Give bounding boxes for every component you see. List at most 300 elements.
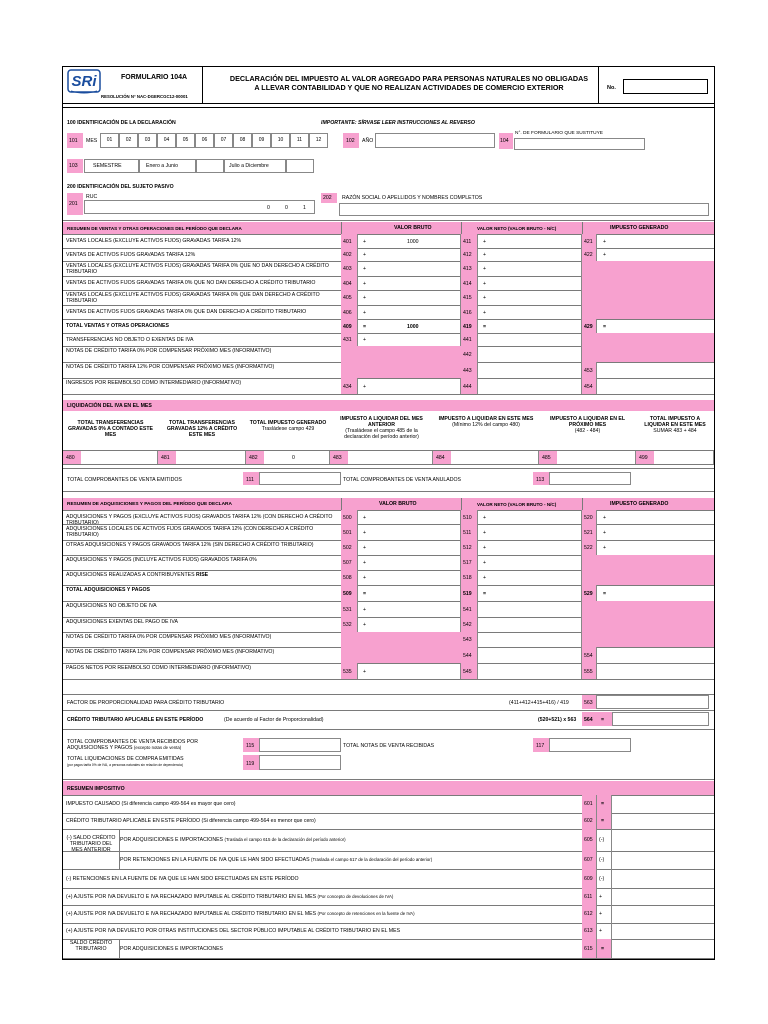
code-label: 442: [463, 351, 472, 358]
blocked-cell: [341, 632, 461, 647]
sign-label: +: [363, 575, 367, 581]
sign-label: +: [363, 560, 367, 566]
code-label: 607: [584, 857, 593, 863]
saldo-anterior-label: (-) SALDO CRÉDITO TRIBUTARIO DEL MES ANTERIOR: [66, 835, 116, 853]
sign-label: +: [603, 514, 607, 521]
value-field[interactable]: [477, 663, 582, 679]
value-field[interactable]: [596, 524, 709, 540]
resumen-value-field[interactable]: [612, 869, 709, 888]
value-field[interactable]: [596, 378, 709, 394]
row-label: NOTAS DE CRÉDITO TARIFA 12% POR COMPENSAR PRÓXIMO MES (INFORMATIVO): [66, 364, 275, 370]
sign-label: (-): [599, 837, 605, 843]
sign-label: +: [603, 545, 607, 551]
row-label: VENTAS DE ACTIVOS FIJOS GRAVADAS TARIFA 0% QUE NO DAN DERECHO A CRÉDITO TRIBUTARIO: [66, 280, 316, 286]
value-field[interactable]: [477, 346, 582, 362]
resumen-label: (-) RETENCIONES EN LA FUENTE DE IVA QUE LE HAN SIDO EFECTUADAS EN ESTE PERÍODO: [66, 875, 299, 882]
row-label: ADQUISICIONES REALIZADAS A CONTRIBUYENTES RISE: [66, 572, 209, 578]
sign-label: +: [483, 529, 487, 536]
value-field[interactable]: [357, 585, 461, 601]
value-field[interactable]: [477, 510, 582, 524]
code-label: 521: [584, 529, 593, 536]
value-field[interactable]: [477, 319, 582, 333]
code-label: 444: [463, 383, 472, 390]
sign-label: =: [483, 323, 487, 330]
sign-label: +: [363, 238, 367, 245]
sign-label: +: [363, 383, 367, 390]
tax-form: SRi FORMULARIO 104A RESOLUCIÓN N° NAC-DGERCGC12-00001 DECLARACIÓN DEL IMPUESTO AL VALOR AGREGADO PARA PERSONAS NATURALES NO OBLIGADAS A LLEVAR CONTABILIDAD Y QUE NO REALIZAN ACTIVIDADES DE COMERCIO EXTERIOR No. 100 IDENTIFICACIÓN DE LA DECLARACIÓN IMPORTANTE: SÍRVASE LEER INSTRUCCIONES AL REVERSO 101 MES 01 02 03 04 05 06 07 08 09 10 11 12 102 AÑO 104 N°. DE FORMULARIO QUE SUSTITUYE 103 SEMESTRE Enero a Junio Julio a Diciembre 200 IDENTIFICACIÓN DEL SUJETO PASIVO 201 RUC 0 0 1 202 RAZÓN SOCIAL O APELLIDOS Y NOMBRES COMPLETOS RESUMEN DE VENTAS Y OTRAS OPERACIONES DEL PERÍODO QUE DECLARA VALOR BRUTO VALOR NETO (VALOR BRUTO - N/C) IMPUESTO GENERADO LIQUIDACIÓN DEL IVA EN EL MES TOTAL COMPROBANTES DE VENTA EMITIDOS 111 TOTAL COMPROBANTES DE VENTA ANULADOS 113 RESUMEN DE ADQUISICIONES Y PAGOS DEL PERÍODO QUE DECLARA VALOR BRUTO VALOR NETO (VALOR BRUTO - N/C) IMPUESTO GENERADO FACTOR DE PROPORCIONALIDAD PARA CRÉDITO TRIBUTARIO (411+412+415+416) / 419 563 CRÉDITO TRIBUTARIO APLICABLE EN ESTE PERÍODO (De acuerdo al Factor de Proporcionalidad) (520+521) x 563 564 = TOTAL COMPROBANTES DE VENTA RECIBIDOS POR ADQUISICIONES Y PAGOS (excepto notas de venta) 115 TOTAL NOTAS DE VENTA RECIBIDAS 117 TOTAL LIQUIDACIONES DE COMPRA EMITIDAS (por pagos tarifa 0% de IVA, a personas naturales sin relación de dependencia) 119 RESUMEN IMPOSITIVO VENTAS LOCALES (EXCLUYE ACTIVOS FIJOS) GRAVADAS TARIFA 12% 401 + 1000 411 + 421 + VENTAS DE ACTIVOS FIJOS GRAVADAS TARIFA 12% 402 + 412 + 422 + VENTAS LOCALES (EXCLUYE ACTIVOS FIJOS) GRAVADAS TARIFA 0% QUE NO DAN DERECHO A CRÉDITO TRIBUTARIO 403 + 413 + VENTAS DE ACTIVOS FIJOS GRAVADAS TARIFA 0% QUE NO DAN DERECHO A CRÉDITO TRIBUTARIO 404 + 414 + VENTAS LOCALES (EXCLUYE ACTIVOS FIJOS) GRAVADAS TARIFA 0% QUE DAN DERECHO A CRÉDITO TRIBUTARIO 405 + 415 + VENTAS DE ACTIVOS FIJOS GRAVADAS TARIFA 0% QUE DAN DERECHO A CRÉDITO TRIBUTARIO 406 + 416 + TOTAL VENTAS Y OTRAS OPERACIONES 409 = 1000 419 = 429 = TRANSFERENCIAS NO OBJETO O EXENTAS DE IVA 431 + 441 NOTAS DE CRÉDITO TARIFA 0% POR COMPENSAR PRÓXIMO MES (INFORMATIVO) 442 NOTAS DE CRÉDITO TARIFA 12% POR COMPENSAR PRÓXIMO MES (INFORMATIVO) 443 453 INGRESOS POR REEMBOLSO COMO INTERMEDIARIO (INFORMATIVO) 434 + 444 454 ADQUISICIONES Y PAGOS (EXCLUYE ACTIVOS FIJOS) GRAVADOS TARIFA 12% (CON DERECHO A CRÉDITO TRIBUTARIO) 500 + 510 + 520 + ADQUISICIONES LOCALES DE ACTIVOS FIJOS GRAVADOS TARIFA 12% (CON DERECHO A CRÉDITO TRIBUTARIO) 501 + 511 + 521 + OTRAS ADQUISICIONES Y PAGOS GRAVADOS TARIFA 12% (SIN DERECHO A CRÉDITO TRIBUTARIO) 502 + 512 + 522 + ADQUISICIONES Y PAGOS (INCLUYE ACTIVOS FIJOS) GRAVADOS TARIFA 0% 507 + 517 + ADQUISICIONES REALIZADAS A CONTRIBUYENTES RISE 508 + 518 + TOTAL ADQUISICIONES Y PAGOS 509 = 519 = 529 = ADQUISICIONES NO OBJETO DE IVA 531 + 541 ADQUISICIONES EXENTAS DEL PAGO DE IVA 532 + 542 NOTAS DE CRÉDITO TARIFA 0% POR COMPENSAR PRÓXIMO MES (INFORMATIVO) 543 NOTAS DE CRÉDITO TARIFA 12% POR COMPENSAR PRÓXIMO MES (INFORMATIVO) 544 554 PAGOS NETOS POR REEMBOLSO COMO INTERMEDIARIO (INFORMATIVO) 535 + 545 555 TOTAL TRANSFERENCIAS GRAVADAS 0% A CONTADO ESTE MES 480 TOTAL TRANSFERENCIAS GRAVADAS 12% A CRÉDITO ESTE MES 481 TOTAL IMPUESTO GENERADO Trasládese campo 429 482 0 IMPUESTO A LIQUIDAR DEL MES ANTERIOR (Trasládese el campo 485 de la declaración del período anterior) 483 IMPUESTO A LIQUIDAR EN ESTE MES (Mínimo 12% del campo 480) 484 IMPUESTO A LIQUIDAR EN EL PRÓXIMO MES (482 - 484) 485 TOTAL IMPUESTO A LIQUIDAR EN ESTE MES SUMAR 483 + 484 499 IMPUESTO CAUSADO (Si diferencia campo 499-564 es mayor que cero) 601 = CRÉDITO TRIBUTARIO APLICABLE EN ESTE PERÍODO (Si diferencia campo 499-564 es menor que cero) 602 = POR ADQUISICIONES E IMPORTACIONES (Traslada el campo 615 de la declaración del período anterior) 605 (-) POR RETENCIONES EN LA FUENTE DE IVA QUE LE HAN SIDO EFECTUADAS (Traslada el campo 617 de la declaración del período anterior) 607 (-) (-) RETENCIONES EN LA FUENTE DE IVA QUE LE HAN SIDO EFECTUADAS EN ESTE PERÍODO 609 (-) (+) AJUSTE POR IVA DEVUELTO E IVA RECHAZADO IMPUTABLE AL CRÉDITO TRIBUTARIO EN EL MES (Por concepto de devoluciones de IVA) 611 + (+) AJUSTE POR IVA DEVUELTO E IVA RECHAZADO IMPUTABLE AL CRÉDITO TRIBUTARIO EN EL MES (Por concepto de retenciones en la fuente de IVA) 612 + (+) AJUSTE POR IVA DEVUELTO POR OTRAS INSTITUCIONES DEL SECTOR PÚBLICO IMPUTABLE AL CRÉDITO TRIBUTARIO EN EL MES 613 + POR ADQUISICIONES E IMPORTACIONES 615 = (-) SALDO CRÉDITO TRIBUTARIO DEL MES ANTERIOR SALDO CRÉDITO TRIBUTARIO: [62, 66, 715, 960]
anulados-field[interactable]: [549, 472, 631, 485]
emitidos-field[interactable]: [259, 472, 341, 485]
resumen-label: POR RETENCIONES EN LA FUENTE DE IVA QUE LE HAN SIDO EFECTUADAS (Traslada el campo 617 de la declaración del período anterior): [120, 857, 433, 863]
row-label: VENTAS LOCALES (EXCLUYE ACTIVOS FIJOS) GRAVADAS TARIFA 12%: [66, 238, 242, 244]
blocked-cell: [582, 346, 714, 362]
sign-label: =: [603, 590, 607, 597]
code-label: 453: [584, 367, 593, 374]
compras-title: RESUMEN DE ADQUISICIONES Y PAGOS DEL PERÍODO QUE DECLARA: [67, 502, 232, 507]
blocked-cell: [582, 333, 714, 346]
liq-value-field[interactable]: [264, 450, 330, 464]
value-field[interactable]: [477, 601, 582, 617]
section-200-title: 200 IDENTIFICACIÓN DEL SUJETO PASIVO: [67, 184, 174, 190]
blocked-cell: [341, 647, 461, 663]
month-cell[interactable]: 10: [271, 133, 290, 148]
value-field[interactable]: [357, 510, 461, 524]
code-label: 413: [463, 266, 472, 272]
value-field[interactable]: [357, 261, 461, 276]
divider: [119, 939, 120, 959]
value-field[interactable]: [477, 585, 582, 601]
resumen-value-field[interactable]: [612, 905, 709, 923]
code-label: 406: [343, 309, 352, 316]
sign-label: +: [363, 295, 367, 301]
value-field[interactable]: [477, 524, 582, 540]
code-label: 531: [343, 606, 352, 613]
section-100-title: 100 IDENTIFICACIÓN DE LA DECLARACIÓN: [67, 120, 176, 126]
value-field[interactable]: [357, 248, 461, 261]
sign-label: =: [603, 323, 607, 330]
month-cell[interactable]: 03: [138, 133, 157, 148]
value-field[interactable]: [477, 570, 582, 585]
code-label: 422: [584, 252, 593, 258]
value-field[interactable]: [477, 378, 582, 394]
code-label: 509: [343, 590, 352, 597]
code-label: 499: [639, 455, 648, 461]
code-label: 535: [343, 668, 352, 675]
sign-label: =: [601, 801, 605, 807]
resolution: RESOLUCIÓN N° NAC-DGERCGC12-00001: [101, 94, 188, 99]
code-label: 443: [463, 367, 472, 374]
code-label: 544: [463, 652, 472, 659]
sign-label: +: [483, 309, 487, 316]
code-label: 613: [584, 928, 593, 934]
sign-label: +: [363, 337, 367, 343]
blocked-cell: [582, 555, 714, 570]
month-cell[interactable]: 11: [290, 133, 309, 148]
liq-col-header: TOTAL TRANSFERENCIAS GRAVADAS 12% A CRÉDITO ESTE MES: [166, 420, 238, 438]
resumen-value-field[interactable]: [612, 851, 709, 869]
code-label: 409: [343, 323, 352, 330]
sustituye-label: N°. DE FORMULARIO QUE SUSTITUYE: [515, 131, 604, 136]
code-label: 484: [436, 455, 445, 461]
code-label: 419: [463, 323, 472, 330]
form-title: DECLARACIÓN DEL IMPUESTO AL VALOR AGREGADO PARA PERSONAS NATURALES NO OBLIGADAS A LLEVAR CONTABILIDAD Y QUE NO REALIZAN ACTIVIDADES DE COMERCIO EXTERIOR: [229, 74, 589, 92]
form-no-field[interactable]: [623, 79, 708, 94]
code-label: 507: [343, 560, 352, 566]
row-line: [63, 958, 714, 959]
value-field[interactable]: [596, 248, 709, 261]
liq-col-header: IMPUESTO A LIQUIDAR EN EL PRÓXIMO MES (482 - 484): [549, 416, 626, 434]
value-field[interactable]: [357, 570, 461, 585]
code-label: 511: [463, 529, 472, 536]
code-label: 502: [343, 545, 352, 551]
month-cell[interactable]: 12: [309, 133, 328, 148]
sign-label: +: [363, 622, 367, 628]
sign-label: +: [603, 252, 607, 258]
code-label: 421: [584, 238, 593, 245]
liq-col-header: TOTAL IMPUESTO GENERADO Trasládese campo 429: [249, 420, 327, 432]
liq-value-field[interactable]: [348, 450, 433, 464]
value-field[interactable]: [357, 524, 461, 540]
sign-label: +: [363, 280, 367, 287]
sign-label: +: [483, 514, 487, 521]
blocked-cell: [582, 570, 714, 585]
code-label: 454: [584, 383, 593, 390]
row-label: INGRESOS POR REEMBOLSO COMO INTERMEDIARIO (INFORMATIVO): [66, 380, 242, 386]
value-field[interactable]: [477, 632, 582, 647]
sign-label: +: [483, 280, 487, 287]
recibidos-field[interactable]: [259, 738, 341, 752]
resumen-value-field[interactable]: [612, 923, 709, 939]
factor-field[interactable]: [596, 695, 709, 709]
row-label: OTRAS ADQUISICIONES Y PAGOS GRAVADOS TARIFA 12% (SIN DERECHO A CRÉDITO TRIBUTARIO): [66, 542, 314, 548]
value-field[interactable]: [596, 319, 709, 333]
value-field[interactable]: [357, 290, 461, 305]
value-field[interactable]: [477, 261, 582, 276]
sign-label: +: [603, 529, 607, 536]
code-label: 412: [463, 252, 472, 258]
credito-field[interactable]: [612, 712, 709, 726]
code-label: 481: [161, 455, 170, 461]
month-cell[interactable]: 07: [214, 133, 233, 148]
code-label: 434: [343, 383, 352, 390]
sign-label: +: [363, 252, 367, 258]
value-field[interactable]: [357, 333, 461, 346]
sign-label: +: [483, 266, 487, 272]
row-label: VENTAS DE ACTIVOS FIJOS GRAVADAS TARIFA 0% QUE DAN DERECHO A CRÉDITO TRIBUTARIO: [66, 309, 307, 315]
value-field[interactable]: [357, 276, 461, 290]
code-label: 415: [463, 295, 472, 301]
liq-value: 0: [292, 455, 295, 461]
value-field[interactable]: [596, 647, 709, 663]
code-label: 543: [463, 637, 472, 643]
sri-logo: [67, 69, 101, 95]
liq-col-header: IMPUESTO A LIQUIDAR EN ESTE MES (Mínimo 12% del campo 480): [438, 416, 534, 428]
liq-col-header: TOTAL IMPUESTO A LIQUIDAR EN ESTE MES SUMAR 483 + 484: [644, 416, 706, 434]
value-field[interactable]: [477, 617, 582, 632]
anulados-label: TOTAL COMPROBANTES DE VENTA ANULADOS: [343, 477, 461, 483]
row-label: ADQUISICIONES EXENTAS DEL PAGO DE IVA: [66, 619, 178, 625]
code-label: 512: [463, 545, 472, 551]
sign-label: +: [363, 266, 367, 272]
value-field[interactable]: [477, 234, 582, 248]
sign-label: +: [483, 560, 487, 566]
row-line: [63, 464, 714, 465]
liq-value-field[interactable]: [176, 450, 246, 464]
sign-label: +: [363, 545, 367, 551]
code-label: 612: [584, 911, 593, 917]
value-field[interactable]: [357, 617, 461, 632]
month-cell[interactable]: 02: [119, 133, 138, 148]
sign-label: =: [363, 590, 367, 597]
month-cell[interactable]: 09: [252, 133, 271, 148]
value-field[interactable]: [357, 601, 461, 617]
no-label: No.: [607, 85, 616, 91]
value-field[interactable]: [357, 540, 461, 555]
row-label: NOTAS DE CRÉDITO TARIFA 0% POR COMPENSAR PRÓXIMO MES (INFORMATIVO): [66, 634, 272, 640]
row-label: ADQUISICIONES Y PAGOS (INCLUYE ACTIVOS FIJOS) GRAVADOS TARIFA 0%: [66, 557, 257, 563]
code-label: 601: [584, 801, 593, 807]
sustituye-field[interactable]: [514, 138, 645, 150]
code-label: 532: [343, 622, 352, 628]
blocked-cell: [582, 305, 714, 319]
sign-label: +: [363, 606, 367, 613]
ruc-field[interactable]: [84, 200, 315, 214]
sri-logo-icon: [67, 69, 101, 95]
value-field[interactable]: [596, 663, 709, 679]
resumen-label: CRÉDITO TRIBUTARIO APLICABLE EN ESTE PERÍODO (Si diferencia campo 499-564 es menor que cero): [66, 818, 316, 824]
row-line: [63, 450, 714, 451]
svg-text:SRi: SRi: [71, 73, 97, 90]
code-label: 403: [343, 266, 352, 272]
notas-field[interactable]: [549, 738, 631, 752]
resumen-label: POR ADQUISICIONES E IMPORTACIONES: [120, 946, 223, 952]
sign-label: +: [603, 238, 607, 245]
value-field[interactable]: [477, 290, 582, 305]
sign-label: +: [483, 252, 487, 258]
sign-label: +: [363, 668, 367, 675]
liq-col-header: TOTAL TRANSFERENCIAS GRAVADAS 0% A CONTADO ESTE MES: [68, 420, 153, 438]
month-row: [100, 133, 322, 148]
resumen-label: (+) AJUSTE POR IVA DEVUELTO POR OTRAS INSTITUCIONES DEL SECTOR PÚBLICO IMPUTABLE AL CRÉDITO TRIBUTARIO EN EL MES: [66, 928, 401, 934]
important-note: IMPORTANTE: SÍRVASE LEER INSTRUCCIONES AL REVERSO: [321, 120, 475, 126]
resumen-value-field[interactable]: [612, 813, 709, 829]
sign-label: +: [483, 238, 487, 245]
code-label: 508: [343, 575, 352, 581]
row-label: VENTAS LOCALES (EXCLUYE ACTIVOS FIJOS) GRAVADAS TARIFA 0% QUE NO DAN DERECHO A CRÉDITO TRIBUTARIO: [66, 263, 329, 275]
sign-label: +: [483, 295, 487, 301]
anio-field[interactable]: [375, 133, 495, 148]
resumen-label: POR ADQUISICIONES E IMPORTACIONES (Traslada el campo 615 de la declaración del período anterior): [120, 837, 346, 843]
saldo-credito-label: SALDO CRÉDITO TRIBUTARIO: [69, 940, 113, 952]
liq-title: LIQUIDACIÓN DEL IVA EN EL MES: [67, 403, 152, 409]
credito-formula: (520+521) x 563: [538, 717, 577, 723]
blocked-cell: [341, 346, 461, 362]
sign-label: =: [601, 946, 605, 952]
notas-label: TOTAL NOTAS DE VENTA RECIBIDAS: [343, 743, 435, 749]
value-field[interactable]: [477, 333, 582, 346]
row-label: TOTAL VENTAS Y OTRAS OPERACIONES: [66, 323, 169, 329]
code-label: 485: [542, 455, 551, 461]
factor-label: FACTOR DE PROPORCIONALIDAD PARA CRÉDITO TRIBUTARIO: [67, 700, 225, 706]
sign-label: +: [599, 911, 603, 917]
sign-label: +: [363, 514, 367, 521]
code-label: 483: [333, 455, 342, 461]
value-field[interactable]: [596, 362, 709, 378]
blocked-cell: [582, 632, 714, 647]
row-label: PAGOS NETOS POR REEMBOLSO COMO INTERMEDIARIO (INFORMATIVO): [66, 665, 252, 671]
month-cell[interactable]: 01: [100, 133, 119, 148]
code-label: 545: [463, 668, 472, 675]
code-label: 404: [343, 280, 352, 287]
resumen-value-field[interactable]: [612, 939, 709, 959]
code-label: 611: [584, 893, 593, 900]
blocked-cell: [582, 261, 714, 276]
ventas-title: RESUMEN DE VENTAS Y OTRAS OPERACIONES DEL PERÍODO QUE DECLARA: [67, 226, 242, 231]
code-label: 520: [584, 514, 593, 521]
code-label: 405: [343, 295, 352, 301]
sign-label: +: [599, 893, 603, 900]
value-field[interactable]: [477, 540, 582, 555]
resumen-title: RESUMEN IMPOSITIVO: [67, 786, 125, 792]
value-field[interactable]: [477, 555, 582, 570]
row-label: NOTAS DE CRÉDITO TARIFA 0% POR COMPENSAR PRÓXIMO MES (INFORMATIVO): [66, 348, 272, 354]
liq-col-header: IMPUESTO A LIQUIDAR DEL MES ANTERIOR (Trasládese el campo 485 de la declaración del período anterior): [340, 416, 423, 440]
month-cell[interactable]: 04: [157, 133, 176, 148]
value-field[interactable]: [477, 362, 582, 378]
recibidos-label: TOTAL COMPROBANTES DE VENTA RECIBIDOS POR ADQUISICIONES Y PAGOS (excepto notas de venta): [67, 739, 198, 751]
sign-label: (-): [599, 857, 605, 863]
month-cell[interactable]: 05: [176, 133, 195, 148]
value-field[interactable]: [477, 276, 582, 290]
ruc-label: RUC: [86, 194, 98, 200]
value-field[interactable]: [477, 248, 582, 261]
factor-formula: (411+412+415+416) / 419: [509, 700, 569, 706]
value-field[interactable]: [357, 663, 461, 679]
code-label: 510: [463, 514, 472, 521]
form-number: FORMULARIO 104A: [121, 74, 188, 81]
code-label: 429: [584, 323, 593, 330]
sign-label: =: [601, 818, 605, 824]
row-line: [63, 679, 714, 680]
mes-label: MES: [86, 138, 98, 144]
resumen-label: IMPUESTO CAUSADO (Si diferencia campo 499-564 es mayor que cero): [66, 801, 236, 807]
month-cell[interactable]: 06: [195, 133, 214, 148]
value-field[interactable]: [357, 555, 461, 570]
resumen-value-field[interactable]: [612, 888, 709, 905]
row-label: TRANSFERENCIAS NO OBJETO O EXENTAS DE IVA: [66, 336, 194, 343]
row-label: VENTAS DE ACTIVOS FIJOS GRAVADAS TARIFA 12%: [66, 251, 196, 258]
code-label: 555: [584, 668, 593, 675]
code-label: 414: [463, 280, 472, 287]
credito-label: CRÉDITO TRIBUTARIO APLICABLE EN ESTE PERÍODO: [67, 717, 204, 723]
code-label: 605: [584, 837, 593, 843]
sign-label: (-): [599, 875, 605, 882]
row-label: ADQUISICIONES Y PAGOS (EXCLUYE ACTIVOS FIJOS) GRAVADOS TARIFA 12% (CON DERECHO A CRÉDITO TRIBUTARIO): [66, 514, 333, 526]
code-label: 519: [463, 590, 472, 597]
value-text: 1000: [407, 323, 419, 330]
row-label: ADQUISICIONES LOCALES DE ACTIVOS FIJOS GRAVADOS TARIFA 12% (CON DERECHO A CRÉDITO TRIBUTARIO): [66, 526, 314, 538]
blocked-cell: [582, 617, 714, 632]
anio-label: AÑO: [362, 138, 374, 144]
value-field[interactable]: [357, 378, 461, 394]
sign-label: +: [483, 545, 487, 551]
code-label: 416: [463, 309, 472, 316]
resumen-label: (+) AJUSTE POR IVA DEVUELTO E IVA RECHAZADO IMPUTABLE AL CRÉDITO TRIBUTARIO EN EL MES (Por concepto de devoluciones de IVA): [66, 893, 394, 900]
blocked-cell: [582, 276, 714, 290]
resumen-header-bar: [63, 781, 714, 795]
code-label: 522: [584, 545, 593, 551]
sign-label: +: [599, 928, 603, 934]
sign-label: +: [483, 575, 487, 581]
code-label: 411: [463, 238, 472, 245]
value-text: 1000: [407, 238, 419, 245]
value-field[interactable]: [596, 540, 709, 555]
value-field[interactable]: [596, 585, 709, 601]
blocked-cell: [582, 290, 714, 305]
code-label: 482: [249, 455, 258, 461]
blocked-cell: [582, 601, 714, 617]
code-label: 501: [343, 529, 352, 536]
resumen-value-field[interactable]: [612, 829, 709, 851]
resumen-value-field[interactable]: [612, 795, 709, 813]
liq-header-bar: [63, 400, 714, 411]
code-label: 541: [463, 606, 472, 613]
liq-value-field[interactable]: [451, 450, 539, 464]
code-label: 402: [343, 252, 352, 258]
code-label: 615: [584, 946, 593, 952]
code-label: 602: [584, 818, 593, 824]
value-field[interactable]: [596, 510, 709, 524]
row-line: [63, 394, 714, 395]
liq-value-field[interactable]: [81, 450, 158, 464]
value-field[interactable]: [477, 647, 582, 663]
sign-label: =: [363, 323, 367, 330]
row-label: VENTAS LOCALES (EXCLUYE ACTIVOS FIJOS) GRAVADAS TARIFA 0% QUE DAN DERECHO A CRÉDITO TRIBUTARIO: [66, 292, 320, 304]
code-label: 542: [463, 622, 472, 628]
code-label: 401: [343, 238, 352, 245]
liquidaciones-field[interactable]: [259, 755, 341, 770]
value-field[interactable]: [357, 305, 461, 319]
resumen-label: (+) AJUSTE POR IVA DEVUELTO E IVA RECHAZADO IMPUTABLE AL CRÉDITO TRIBUTARIO EN EL MES (Por concepto de retenciones en la fuente de IVA): [66, 911, 415, 917]
value-field[interactable]: [596, 234, 709, 248]
code-label: 441: [463, 337, 472, 343]
month-cell[interactable]: 08: [233, 133, 252, 148]
razon-field[interactable]: [339, 203, 709, 216]
row-label: TOTAL ADQUISICIONES Y PAGOS: [66, 587, 150, 593]
emitidos-label: TOTAL COMPROBANTES DE VENTA EMITIDOS: [67, 477, 182, 483]
blocked-cell: [341, 362, 461, 378]
liq-value-field[interactable]: [557, 450, 636, 464]
code-label: 554: [584, 652, 593, 659]
divider: [119, 829, 120, 869]
liq-value-field[interactable]: [654, 450, 714, 464]
code-label: 480: [66, 455, 75, 461]
sign-label: =: [483, 590, 487, 597]
code-label: 431: [343, 337, 352, 343]
code-label: 500: [343, 514, 352, 521]
liquidaciones-label: TOTAL LIQUIDACIONES DE COMPRA EMITIDAS (por pagos tarifa 0% de IVA, a personas naturales sin relación de dependencia): [67, 756, 184, 767]
razon-label: RAZÓN SOCIAL O APELLIDOS Y NOMBRES COMPLETOS: [342, 195, 483, 201]
code-label: 517: [463, 560, 472, 566]
code-label: 609: [584, 875, 593, 882]
code-label: 518: [463, 575, 472, 581]
row-label: NOTAS DE CRÉDITO TARIFA 12% POR COMPENSAR PRÓXIMO MES (INFORMATIVO): [66, 649, 275, 655]
sign-label: +: [363, 529, 367, 536]
value-field[interactable]: [477, 305, 582, 319]
row-label: ADQUISICIONES NO OBJETO DE IVA: [66, 603, 157, 609]
code-label: 529: [584, 590, 593, 597]
sign-label: +: [363, 309, 367, 316]
